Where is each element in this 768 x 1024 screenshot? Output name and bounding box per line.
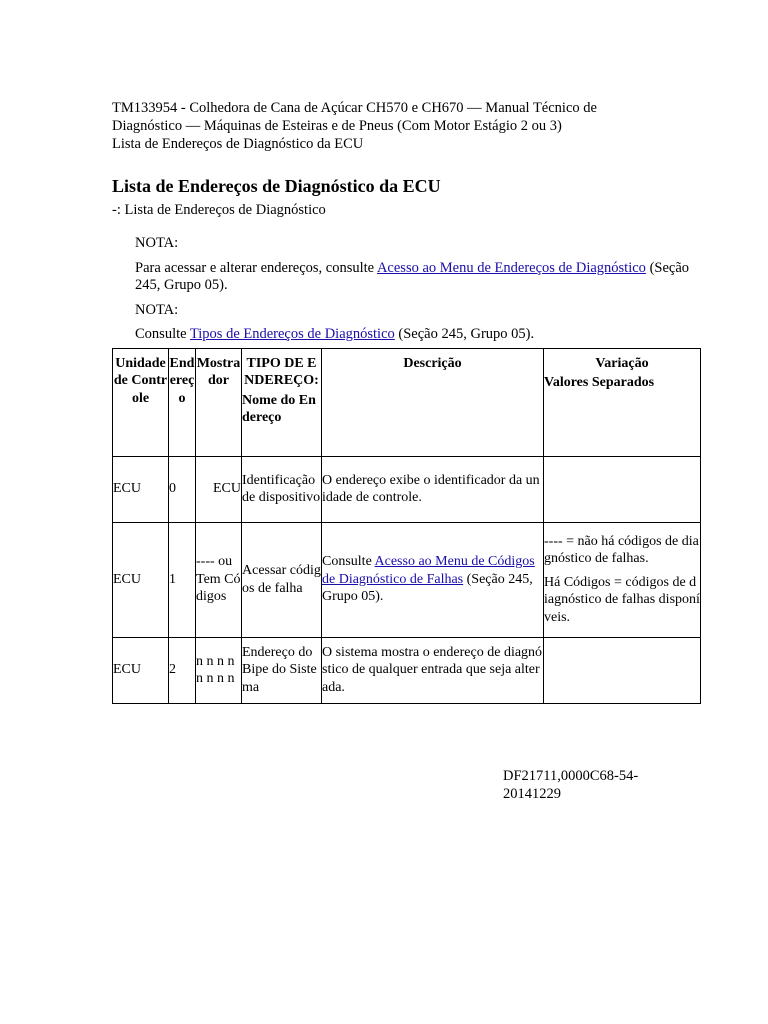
link-tipos-enderecos[interactable]: Tipos de Endereços de Diagnóstico	[189, 326, 395, 342]
cell-descricao: O sistema mostra o endereço de diagnóstico de qualquer entrada que seja alterada.	[322, 637, 544, 703]
section-title: Lista de Endereços de Diagnóstico da ECU	[112, 176, 441, 196]
cell-unidade: ECU	[113, 637, 169, 703]
cell-descricao	[322, 522, 544, 637]
cell-endereco: 1	[169, 522, 196, 637]
cell-endereco: 2	[169, 637, 196, 703]
cell-nome: Identificação de dispositivo	[242, 456, 322, 522]
cell-descricao: O endereço exibe o identificador da unidade de controle.	[322, 456, 544, 522]
cell-unidade: ECU	[113, 456, 169, 522]
descricao-suffix: (Seção 245, Grupo 05).	[322, 571, 533, 605]
cell-nome: Acessar códigos de falha	[242, 522, 322, 637]
table-row	[113, 456, 701, 522]
variacao-item-2: Há Códigos = códigos de diagnóstico de falhas disponíveis.	[544, 574, 700, 625]
table-row	[113, 522, 701, 637]
note-1-label: NOTA:	[135, 235, 179, 251]
cell-endereco: 0	[169, 456, 196, 522]
header-descricao: Descrição	[322, 348, 544, 456]
variacao-item-1: ---- = não há códigos de diagnóstico de falhas.	[544, 533, 699, 567]
note-2-text	[135, 326, 702, 344]
note-2-suffix: (Seção 245, Grupo 05).	[394, 326, 535, 342]
note-2-prefix: Consulte	[135, 326, 190, 342]
header-unidade: Unidade de Controle	[113, 348, 169, 456]
header-mostrador: Mostrador	[196, 348, 242, 456]
table-row	[113, 637, 701, 703]
link-acesso-menu-codigos[interactable]: Acesso ao Menu de Códigos de Diagnóstico de Falhas	[322, 554, 535, 587]
note-1-text	[135, 260, 702, 295]
cell-mostrador: ---- ou Tem Códigos	[196, 522, 242, 637]
header-variacao-sub: Valores Separados	[544, 375, 655, 390]
note-1-prefix: Para acessar e alterar endereços, consulte	[135, 259, 377, 276]
note-2-label: NOTA:	[135, 301, 179, 318]
header-tipo-label: TIPO DE ENDEREÇO:	[244, 355, 319, 388]
header-line-1: TM133954 - Colhedora de Cana de Açúcar CH570 e CH670 — Manual Técnico de	[112, 100, 597, 116]
header-line-3: Lista de Endereços de Diagnóstico da ECU	[112, 136, 364, 152]
link-acesso-menu-enderecos[interactable]: Acesso ao Menu de Endereços de Diagnóstico	[376, 259, 646, 276]
cell-unidade: ECU	[113, 522, 169, 637]
cell-variacao	[544, 522, 701, 637]
header-line-2: Diagnóstico — Máquinas de Esteiras e de Pneus (Com Motor Estágio 2 ou 3)	[112, 118, 562, 134]
header-tipo	[242, 348, 322, 456]
section-subtitle: -: Lista de Endereços de Diagnóstico	[112, 202, 326, 218]
cell-nome: Endereço do Bipe do Sistema	[242, 637, 322, 703]
cell-variacao	[544, 637, 701, 703]
header-tipo-sub: Nome do Endereço	[242, 392, 316, 425]
header-variacao	[544, 348, 701, 456]
table-header-row	[113, 348, 701, 456]
document-page	[112, 99, 702, 704]
header-endereco: Endereço	[169, 348, 196, 456]
cell-mostrador: ECU	[196, 456, 242, 522]
diagnostic-address-table	[112, 348, 701, 704]
document-code: DF21711,0000C68-54-20141229	[503, 768, 639, 802]
note-1-suffix: (Seção 245, Grupo 05).	[135, 259, 690, 293]
cell-variacao	[544, 456, 701, 522]
descricao-prefix: Consulte	[322, 554, 375, 570]
cell-mostrador: n n n n n n n n	[196, 637, 242, 703]
notes-block	[135, 235, 702, 344]
header-variacao-label: Variação	[595, 355, 649, 371]
